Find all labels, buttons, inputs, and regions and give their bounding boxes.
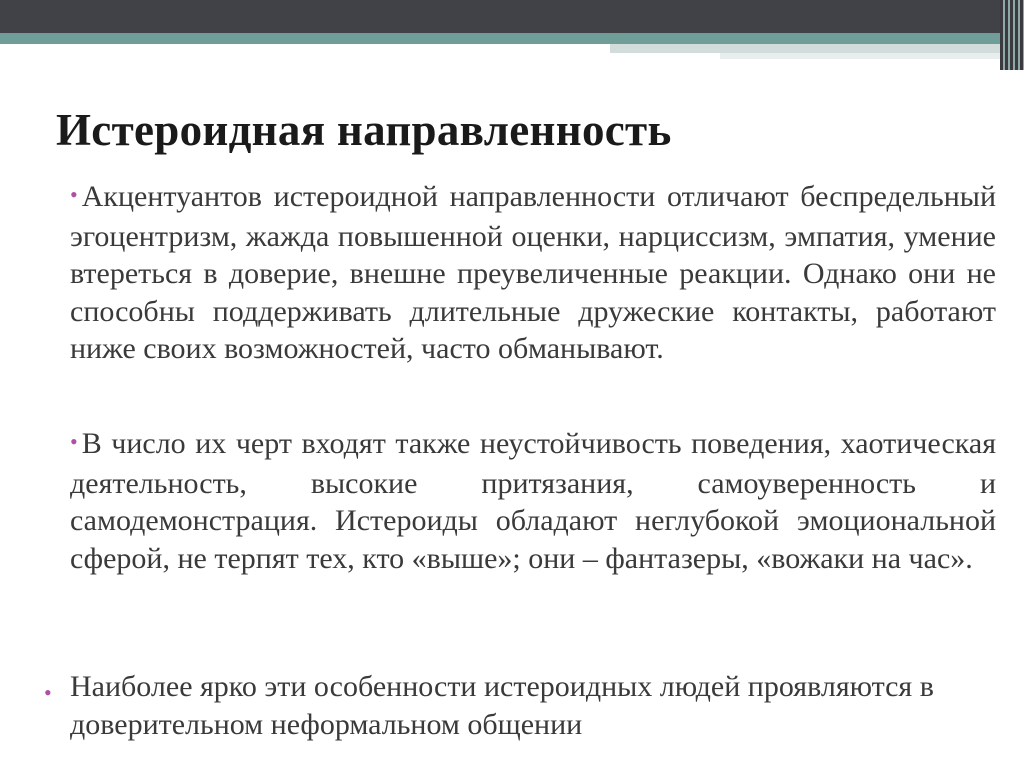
bullet-dot-icon: • <box>70 429 78 454</box>
header-band-light <box>720 53 1000 59</box>
bullet-text-3: Наиболее ярко эти особенности истероидных людей проявляются в доверительном неформальном общении <box>70 670 934 741</box>
header-band-teal <box>0 33 1000 44</box>
header-band-dark <box>0 0 1024 33</box>
bullet-text-1: Акцентуантов истероидной направленности отличают беспредельный эгоцентризм, жажда повышенной оценки, нарциссизм, эмпатия, умение втереться в доверие, внешне преувеличенные реакции. Однако они не способны поддерживать длительные дружеские контакты, работают ниже своих возможностей, часто обманывают. <box>70 180 996 365</box>
bullet-dot-icon: • <box>70 182 78 207</box>
header-stripes-decoration <box>1000 0 1024 70</box>
bullet-item-3 <box>70 668 970 743</box>
bullet-item-1 <box>70 178 996 368</box>
slide-title: Истероидная направленность <box>56 105 672 155</box>
bullet-item-2 <box>70 425 996 577</box>
bullet-dot-icon: • <box>44 680 52 705</box>
header-band-grey <box>610 44 1000 53</box>
bullet-text-2: В число их черт входят также неустойчивость поведения, хаотическая деятельность, высокие притязания, самоуверенность и самодемонстрация. Истероиды обладают неглубокой эмоциональной сферой, не терпят тех, кто «выше»; они – фантазеры, «вожаки на час». <box>70 427 996 575</box>
